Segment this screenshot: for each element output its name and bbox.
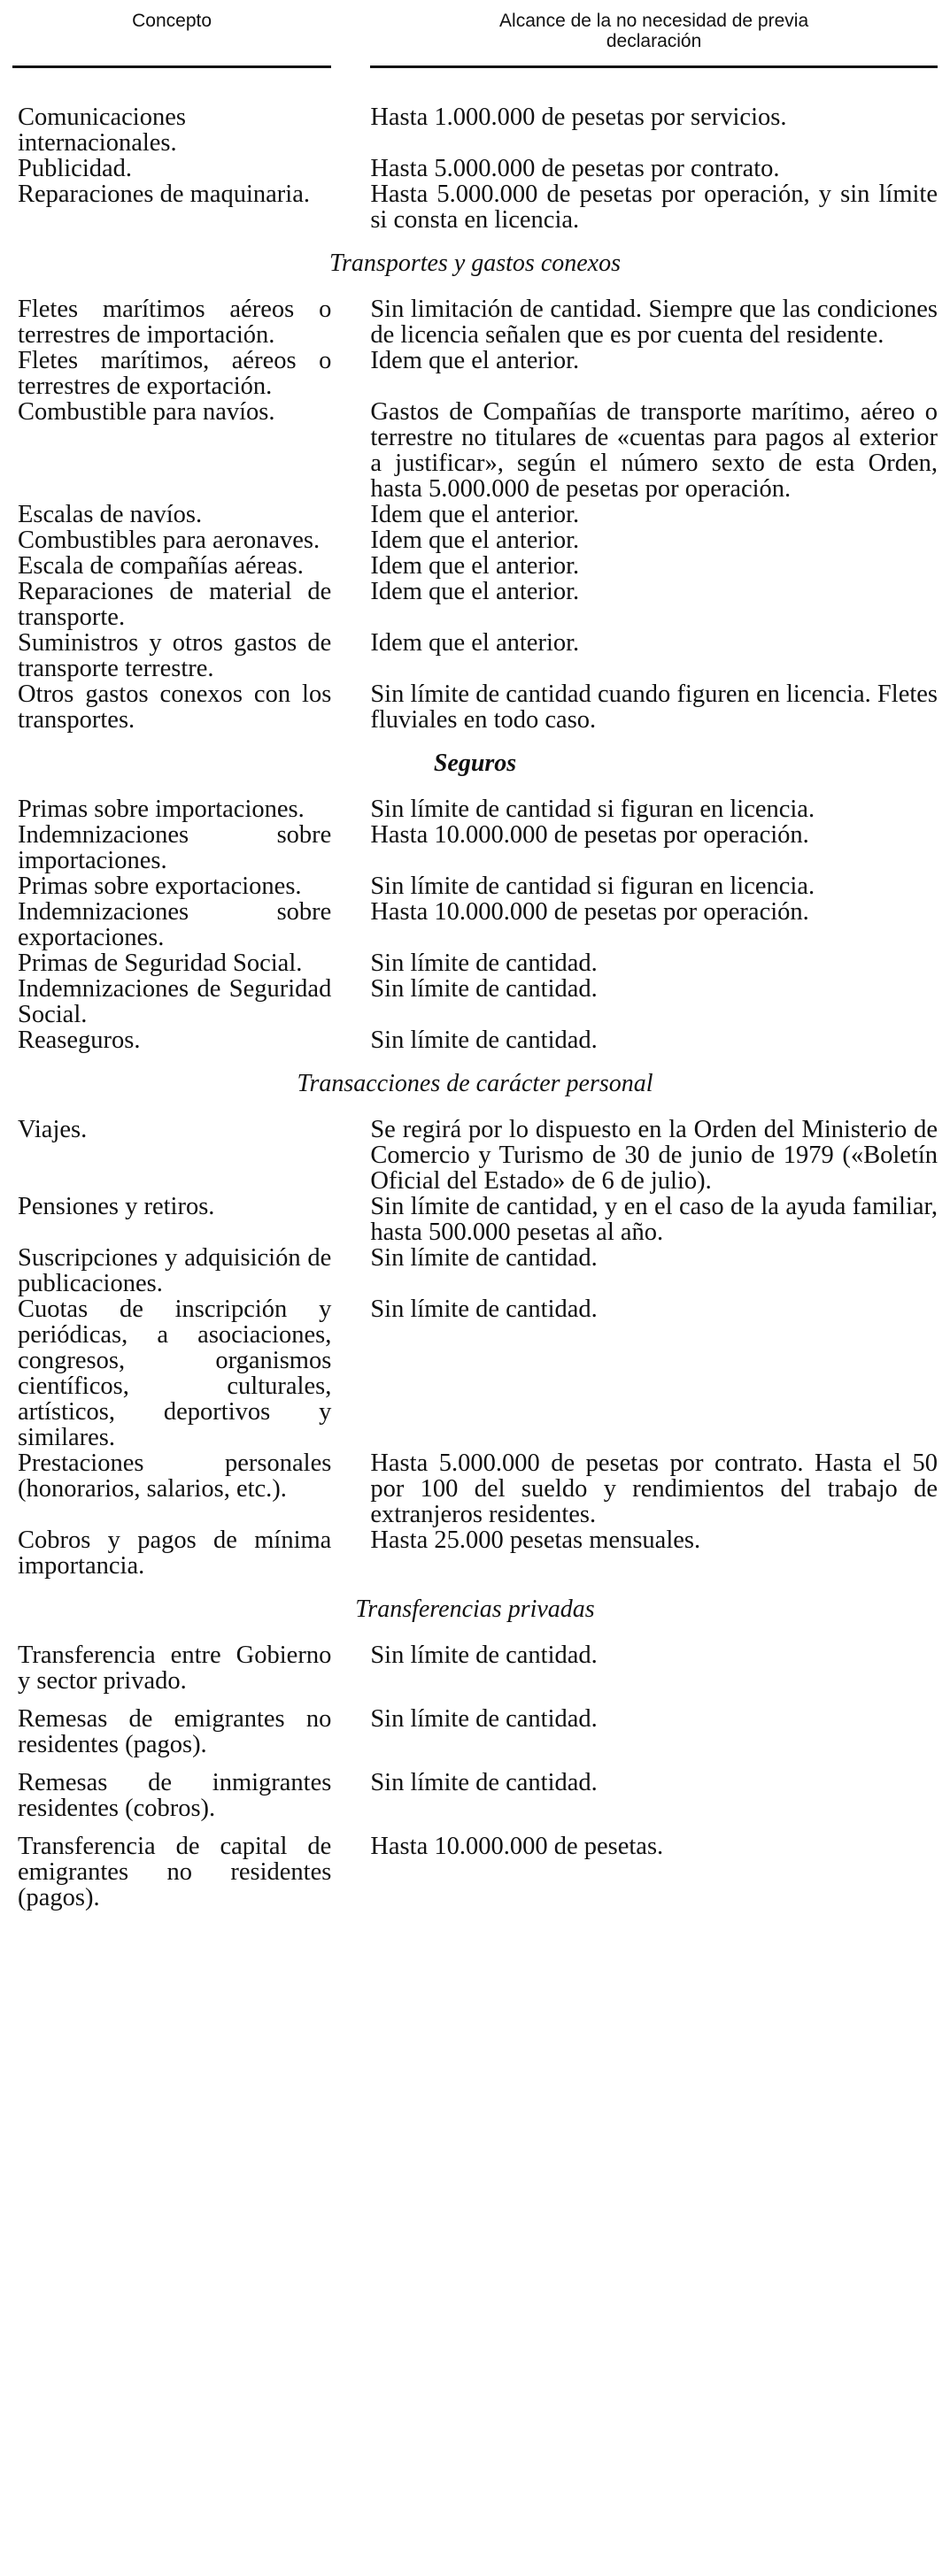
section-heading-transferencias-privadas: Transferencias privadas xyxy=(355,1596,595,1623)
table-row xyxy=(12,1117,938,1194)
concept-cell: Combustible para navíos. xyxy=(18,398,275,426)
table-row xyxy=(12,348,938,399)
header-rule-right xyxy=(370,65,938,68)
concept-cell: Cobros y pagos de mínima importancia. xyxy=(18,1526,332,1580)
table-row xyxy=(12,873,938,899)
table-row xyxy=(12,399,938,502)
concept-cell: Primas de Seguridad Social. xyxy=(18,950,303,977)
table-row xyxy=(12,1245,938,1296)
table-row xyxy=(12,976,938,1027)
scope-cell: Sin límite de cantidad. xyxy=(370,975,598,1003)
table-row xyxy=(12,1027,938,1053)
table-row xyxy=(12,156,938,181)
table-row xyxy=(12,1706,938,1757)
section-heading-seguros: Seguros xyxy=(433,750,517,777)
scope-cell: Sin límite de cantidad. xyxy=(370,1705,598,1733)
scope-cell: Se regirá por lo dispuesto en la Orden del Ministerio de Comercio y Turismo de 30 de junio de 1979 («Boletín Oficial del Estado» de 6 de julio). xyxy=(370,1116,938,1195)
concept-cell: Fletes marítimos aéreos o terrestres de importación. xyxy=(18,296,332,349)
header-rule-left xyxy=(12,65,331,68)
concept-cell: Indemnizaciones de Seguridad Social. xyxy=(18,975,332,1028)
table-row xyxy=(12,681,938,733)
table-row xyxy=(12,1194,938,1245)
header-scope xyxy=(370,0,938,57)
scope-cell: Sin límite de cantidad. xyxy=(370,1769,598,1796)
table-row xyxy=(12,1834,938,1911)
table-row xyxy=(12,796,938,822)
table-row xyxy=(12,296,938,348)
concept-cell: Primas sobre importaciones. xyxy=(18,796,305,823)
concept-cell: Remesas de inmigrantes residentes (cobros). xyxy=(18,1769,332,1822)
scope-cell: Sin limitación de cantidad. Siempre que las condiciones de licencia señalen que es por cuenta del residente. xyxy=(370,296,938,349)
concept-cell: Remesas de emigrantes no residentes (pagos). xyxy=(18,1705,332,1758)
table-row xyxy=(12,822,938,873)
scope-cell: Hasta 5.000.000 de pesetas por contrato. Hasta el 50 por 100 del sueldo y rendimientos del trabajo de extranjeros residentes. xyxy=(370,1449,938,1528)
table-row xyxy=(12,502,938,527)
table-header xyxy=(12,0,938,57)
table-row xyxy=(12,1450,938,1527)
scope-cell: Hasta 5.000.000 de pesetas por contrato. xyxy=(370,155,780,182)
header-scope-line2: declaración xyxy=(606,31,702,51)
concept-cell: Publicidad. xyxy=(18,155,133,182)
concept-cell: Comunicaciones internacionales. xyxy=(18,104,186,157)
scope-cell: Idem que el anterior. xyxy=(370,629,580,657)
concept-cell: Cuotas de inscripción y periódicas, a asociaciones, congresos, organismos científicos, culturales, artísticos, deportivos y similares. xyxy=(18,1296,332,1451)
section-heading-transacciones-personales: Transacciones de carácter personal xyxy=(297,1070,653,1097)
table-row xyxy=(12,1527,938,1579)
concept-cell: Suscripciones y adquisición de publicaciones. xyxy=(18,1244,332,1297)
scope-cell: Idem que el anterior. xyxy=(370,578,580,605)
concept-cell: Transferencia entre Gobierno y sector privado. xyxy=(18,1642,332,1695)
scope-cell: Hasta 25.000 pesetas mensuales. xyxy=(370,1526,701,1554)
scope-cell: Idem que el anterior. xyxy=(370,501,580,528)
concept-cell: Transferencia de capital de emigrantes no residentes (pagos). xyxy=(18,1833,332,1911)
header-scope-line1: Alcance de la no necesidad de previa xyxy=(499,11,809,31)
scope-cell: Sin límite de cantidad si figuran en licencia. xyxy=(370,796,815,823)
table-row xyxy=(12,527,938,553)
concept-cell: Primas sobre exportaciones. xyxy=(18,873,302,900)
scope-cell: Gastos de Compañías de transporte marítimo, aéreo o terrestre no titulares de «cuentas para pagos al exterior a justificar», según el número sexto de esta Orden, hasta 5.000.000 de pesetas por operación. xyxy=(370,398,938,503)
table-row xyxy=(12,553,938,579)
scope-cell: Sin límite de cantidad. xyxy=(370,1244,598,1272)
scope-cell: Sin límite de cantidad si figuran en licencia. xyxy=(370,873,815,900)
scope-cell: Idem que el anterior. xyxy=(370,347,580,374)
header-rules xyxy=(12,57,938,104)
concept-cell: Reparaciones de material de transporte. xyxy=(18,578,332,631)
table-row xyxy=(12,630,938,681)
scope-cell: Hasta 10.000.000 de pesetas. xyxy=(370,1833,664,1860)
concept-cell: Otros gastos conexos con los transportes. xyxy=(18,681,332,734)
concept-cell: Fletes marítimos, aéreos o terrestres de exportación. xyxy=(18,347,332,400)
table-row xyxy=(12,181,938,233)
table-row xyxy=(12,1642,938,1694)
scope-cell: Idem que el anterior. xyxy=(370,527,580,554)
scope-cell: Sin límite de cantidad. xyxy=(370,950,598,977)
table-row xyxy=(12,579,938,630)
table-row xyxy=(12,899,938,950)
table-row xyxy=(12,104,938,156)
concept-cell: Combustibles para aeronaves. xyxy=(18,527,321,554)
header-concept: Concepto xyxy=(132,11,212,31)
section-heading-transportes: Transportes y gastos conexos xyxy=(329,250,621,277)
scope-cell: Sin límite de cantidad. xyxy=(370,1642,598,1669)
concept-cell: Escalas de navíos. xyxy=(18,501,203,528)
scope-cell: Hasta 10.000.000 de pesetas por operación. xyxy=(370,898,809,926)
scope-cell: Sin límite de cantidad cuando figuren en licencia. Fletes fluviales en todo caso. xyxy=(370,681,938,734)
concept-cell: Reparaciones de maquinaria. xyxy=(18,181,310,208)
table-row xyxy=(12,1770,938,1821)
scope-cell: Hasta 10.000.000 de pesetas por operación. xyxy=(370,821,809,849)
scope-cell: Sin límite de cantidad, y en el caso de la ayuda familiar, hasta 500.000 pesetas al año. xyxy=(370,1193,938,1246)
scope-cell: Idem que el anterior. xyxy=(370,552,580,580)
concept-cell: Pensiones y retiros. xyxy=(18,1193,215,1220)
concept-cell: Indemnizaciones sobre exportaciones. xyxy=(18,898,332,951)
concept-cell: Reaseguros. xyxy=(18,1027,141,1054)
table-row xyxy=(12,1296,938,1450)
scope-cell: Hasta 5.000.000 de pesetas por operación, y sin límite si consta en licencia. xyxy=(370,181,938,234)
concept-cell: Viajes. xyxy=(18,1116,88,1143)
scope-cell: Hasta 1.000.000 de pesetas por servicios. xyxy=(370,104,787,131)
concept-cell: Prestaciones personales (honorarios, salarios, etc.). xyxy=(18,1449,332,1503)
table-row xyxy=(12,950,938,976)
scope-cell: Sin límite de cantidad. xyxy=(370,1296,598,1323)
concept-cell: Indemnizaciones sobre importaciones. xyxy=(18,821,332,874)
concept-cell: Suministros y otros gastos de transporte terrestre. xyxy=(18,629,332,682)
concept-cell: Escala de compañías aéreas. xyxy=(18,552,304,580)
scope-cell: Sin límite de cantidad. xyxy=(370,1027,598,1054)
